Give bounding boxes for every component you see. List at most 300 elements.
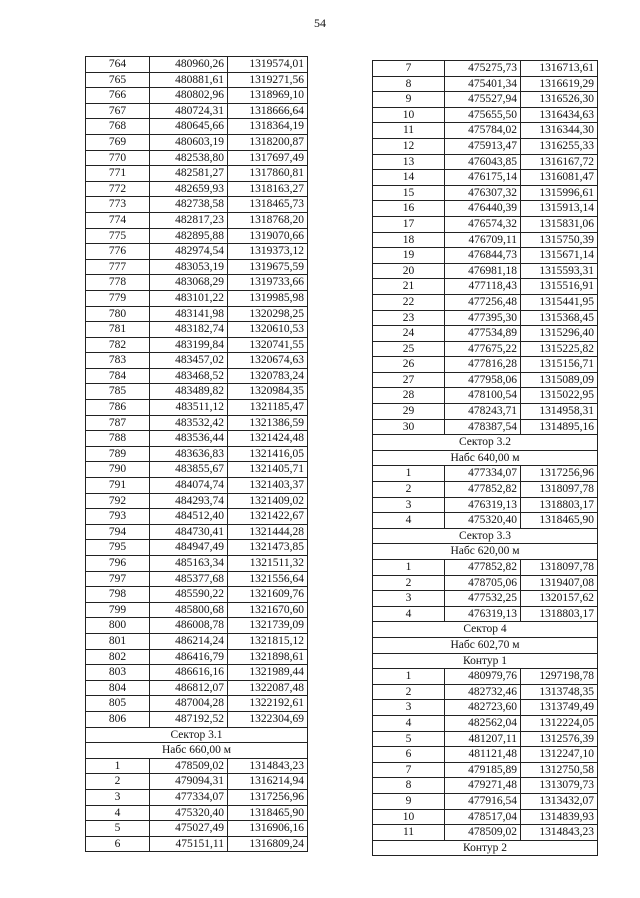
coordinate-x: 477534,89 bbox=[445, 326, 521, 342]
table-row bbox=[86, 166, 308, 182]
point-number: 782 bbox=[86, 337, 150, 353]
point-number: 799 bbox=[86, 602, 150, 618]
coordinate-y: 1316906,16 bbox=[228, 821, 308, 837]
point-number: 768 bbox=[86, 119, 150, 135]
coordinate-y: 1316081,47 bbox=[521, 170, 598, 186]
coordinate-y: 1318803,17 bbox=[521, 606, 598, 622]
point-number: 767 bbox=[86, 103, 150, 119]
table-row bbox=[373, 669, 598, 685]
table-row bbox=[86, 353, 308, 369]
coordinate-y: 1297198,78 bbox=[521, 669, 598, 685]
coordinate-y: 1319574,01 bbox=[228, 57, 308, 73]
coordinate-y: 1322087,48 bbox=[228, 680, 308, 696]
table-row bbox=[373, 263, 598, 279]
coordinate-x: 478509,02 bbox=[150, 758, 228, 774]
point-number: 1 bbox=[373, 669, 445, 685]
coordinate-x: 484512,40 bbox=[150, 509, 228, 525]
coordinate-y: 1318803,17 bbox=[521, 497, 598, 513]
coordinate-y: 1312576,39 bbox=[521, 731, 598, 747]
coordinate-y: 1318465,73 bbox=[228, 197, 308, 213]
coordinate-y: 1318465,90 bbox=[521, 513, 598, 529]
table-row bbox=[86, 758, 308, 774]
coordinate-x: 477256,48 bbox=[445, 294, 521, 310]
coordinate-y: 1317697,49 bbox=[228, 150, 308, 166]
coordinate-x: 483468,52 bbox=[150, 368, 228, 384]
coordinate-y: 1318969,10 bbox=[228, 88, 308, 104]
table-row bbox=[373, 123, 598, 139]
coordinate-x: 482895,88 bbox=[150, 228, 228, 244]
coordinate-y: 1321511,32 bbox=[228, 556, 308, 572]
point-number: 766 bbox=[86, 88, 150, 104]
coordinate-y: 1321403,37 bbox=[228, 478, 308, 494]
coordinates-table-left bbox=[85, 56, 308, 852]
point-number: 5 bbox=[373, 731, 445, 747]
point-number: 6 bbox=[373, 747, 445, 763]
coordinate-y: 1321670,60 bbox=[228, 602, 308, 618]
point-number: 789 bbox=[86, 446, 150, 462]
table-row bbox=[373, 747, 598, 763]
coordinate-x: 483141,98 bbox=[150, 306, 228, 322]
coordinate-x: 486416,79 bbox=[150, 649, 228, 665]
coordinate-y: 1318097,78 bbox=[521, 482, 598, 498]
table-row bbox=[86, 197, 308, 213]
coordinate-y: 1312224,05 bbox=[521, 715, 598, 731]
coordinate-x: 479185,89 bbox=[445, 762, 521, 778]
point-number: 2 bbox=[373, 684, 445, 700]
table-row bbox=[373, 404, 598, 420]
coordinate-y: 1316344,30 bbox=[521, 123, 598, 139]
point-number: 4 bbox=[86, 805, 150, 821]
point-number: 787 bbox=[86, 415, 150, 431]
point-number: 8 bbox=[373, 778, 445, 794]
coordinate-y: 1315671,14 bbox=[521, 248, 598, 264]
table-row bbox=[86, 805, 308, 821]
coordinate-x: 482562,04 bbox=[445, 715, 521, 731]
coordinate-x: 483053,19 bbox=[150, 259, 228, 275]
point-number: 795 bbox=[86, 540, 150, 556]
coordinate-y: 1315831,06 bbox=[521, 216, 598, 232]
coordinate-x: 486616,16 bbox=[150, 665, 228, 681]
table-row bbox=[373, 482, 598, 498]
coordinate-y: 1321556,64 bbox=[228, 571, 308, 587]
point-number: 772 bbox=[86, 181, 150, 197]
coordinate-x: 479271,48 bbox=[445, 778, 521, 794]
coordinate-y: 1318768,20 bbox=[228, 212, 308, 228]
table-row bbox=[373, 560, 598, 576]
table-row bbox=[86, 665, 308, 681]
coordinate-y: 1320674,63 bbox=[228, 353, 308, 369]
coordinate-x: 485590,22 bbox=[150, 587, 228, 603]
point-number: 796 bbox=[86, 556, 150, 572]
point-number: 24 bbox=[373, 326, 445, 342]
coordinate-x: 482738,58 bbox=[150, 197, 228, 213]
table-row bbox=[373, 388, 598, 404]
coordinate-x: 478100,54 bbox=[445, 388, 521, 404]
table-row bbox=[373, 294, 598, 310]
coordinate-x: 476307,32 bbox=[445, 185, 521, 201]
point-number: 16 bbox=[373, 201, 445, 217]
point-number: 4 bbox=[373, 513, 445, 529]
table-row bbox=[373, 466, 598, 482]
table-row bbox=[373, 778, 598, 794]
section-heading: Сектор 3.1 bbox=[86, 727, 308, 743]
coordinate-x: 477816,28 bbox=[445, 357, 521, 373]
coordinate-x: 475401,34 bbox=[445, 76, 521, 92]
coordinate-y: 1318097,78 bbox=[521, 560, 598, 576]
table-row bbox=[373, 138, 598, 154]
table-row bbox=[86, 306, 308, 322]
table-row bbox=[373, 793, 598, 809]
table-row bbox=[86, 337, 308, 353]
point-number: 792 bbox=[86, 493, 150, 509]
table-row bbox=[86, 181, 308, 197]
coordinate-x: 478387,54 bbox=[445, 419, 521, 435]
coordinate-y: 1319407,08 bbox=[521, 575, 598, 591]
point-number: 793 bbox=[86, 509, 150, 525]
point-number: 3 bbox=[86, 789, 150, 805]
coordinate-x: 483489,82 bbox=[150, 384, 228, 400]
point-number: 29 bbox=[373, 404, 445, 420]
coordinate-y: 1313748,35 bbox=[521, 684, 598, 700]
coordinate-y: 1313432,07 bbox=[521, 793, 598, 809]
coordinate-y: 1315593,31 bbox=[521, 263, 598, 279]
table-row bbox=[373, 76, 598, 92]
coordinate-x: 485800,68 bbox=[150, 602, 228, 618]
point-number: 779 bbox=[86, 290, 150, 306]
coordinate-y: 1319070,66 bbox=[228, 228, 308, 244]
point-number: 8 bbox=[373, 76, 445, 92]
point-number: 18 bbox=[373, 232, 445, 248]
table-row bbox=[86, 774, 308, 790]
coordinate-y: 1317256,96 bbox=[521, 466, 598, 482]
coordinate-y: 1314958,31 bbox=[521, 404, 598, 420]
point-number: 798 bbox=[86, 587, 150, 603]
coordinate-y: 1321473,85 bbox=[228, 540, 308, 556]
table-row bbox=[373, 372, 598, 388]
coordinate-x: 477958,06 bbox=[445, 372, 521, 388]
coordinate-x: 477395,30 bbox=[445, 310, 521, 326]
point-number: 26 bbox=[373, 357, 445, 373]
table-row bbox=[86, 322, 308, 338]
table-row bbox=[373, 762, 598, 778]
point-number: 797 bbox=[86, 571, 150, 587]
table-row bbox=[86, 493, 308, 509]
coordinate-x: 485377,68 bbox=[150, 571, 228, 587]
section-heading: Набс 620,00 м bbox=[373, 544, 598, 560]
coordinate-x: 483182,74 bbox=[150, 322, 228, 338]
coordinate-x: 482659,93 bbox=[150, 181, 228, 197]
coordinate-y: 1316167,72 bbox=[521, 154, 598, 170]
point-number: 13 bbox=[373, 154, 445, 170]
coordinate-y: 1316434,63 bbox=[521, 107, 598, 123]
table-row bbox=[86, 649, 308, 665]
point-number: 4 bbox=[373, 606, 445, 622]
coordinate-x: 482723,60 bbox=[445, 700, 521, 716]
table-row bbox=[86, 602, 308, 618]
coordinate-y: 1316526,30 bbox=[521, 92, 598, 108]
table-row bbox=[86, 88, 308, 104]
coordinate-x: 484074,74 bbox=[150, 478, 228, 494]
point-number: 25 bbox=[373, 341, 445, 357]
section-heading: Контур 1 bbox=[373, 653, 598, 669]
table-row bbox=[86, 618, 308, 634]
table-row bbox=[373, 341, 598, 357]
point-number: 780 bbox=[86, 306, 150, 322]
coordinate-x: 475320,40 bbox=[150, 805, 228, 821]
table-row bbox=[373, 715, 598, 731]
coordinate-x: 483457,02 bbox=[150, 353, 228, 369]
point-number: 20 bbox=[373, 263, 445, 279]
point-number: 786 bbox=[86, 400, 150, 416]
coordinate-x: 475151,11 bbox=[150, 836, 228, 852]
coordinate-x: 483636,83 bbox=[150, 446, 228, 462]
coordinate-y: 1318200,87 bbox=[228, 134, 308, 150]
point-number: 806 bbox=[86, 711, 150, 727]
coordinate-x: 477532,25 bbox=[445, 591, 521, 607]
table-row bbox=[373, 419, 598, 435]
coordinate-x: 486812,07 bbox=[150, 680, 228, 696]
table-row bbox=[373, 606, 598, 622]
coordinate-x: 478243,71 bbox=[445, 404, 521, 420]
point-number: 774 bbox=[86, 212, 150, 228]
table-row bbox=[86, 680, 308, 696]
coordinate-x: 475275,73 bbox=[445, 61, 521, 77]
coordinate-y: 1319373,12 bbox=[228, 244, 308, 260]
table-row bbox=[86, 384, 308, 400]
coordinate-y: 1318163,27 bbox=[228, 181, 308, 197]
coordinate-y: 1319985,98 bbox=[228, 290, 308, 306]
point-number: 794 bbox=[86, 524, 150, 540]
section-heading-row bbox=[373, 435, 598, 451]
coordinate-x: 477916,54 bbox=[445, 793, 521, 809]
table-row bbox=[373, 201, 598, 217]
table-row bbox=[373, 357, 598, 373]
section-heading: Набс 640,00 м bbox=[373, 450, 598, 466]
coordinate-y: 1317860,81 bbox=[228, 166, 308, 182]
point-number: 4 bbox=[373, 715, 445, 731]
table-row bbox=[86, 711, 308, 727]
table-row bbox=[86, 478, 308, 494]
coordinate-x: 480960,26 bbox=[150, 57, 228, 73]
table-row bbox=[373, 825, 598, 841]
section-heading-row bbox=[373, 544, 598, 560]
section-heading-row bbox=[373, 450, 598, 466]
coordinate-x: 478509,02 bbox=[445, 825, 521, 841]
coordinate-x: 486008,78 bbox=[150, 618, 228, 634]
coordinate-y: 1321609,76 bbox=[228, 587, 308, 603]
point-number: 805 bbox=[86, 696, 150, 712]
coordinate-y: 1320610,53 bbox=[228, 322, 308, 338]
table-row bbox=[373, 279, 598, 295]
section-heading: Сектор 3.2 bbox=[373, 435, 598, 451]
point-number: 801 bbox=[86, 633, 150, 649]
point-number: 9 bbox=[373, 92, 445, 108]
table-row bbox=[86, 415, 308, 431]
coordinate-y: 1316214,94 bbox=[228, 774, 308, 790]
point-number: 12 bbox=[373, 138, 445, 154]
table-row bbox=[373, 310, 598, 326]
coordinate-x: 477334,07 bbox=[445, 466, 521, 482]
point-number: 3 bbox=[373, 700, 445, 716]
table-row bbox=[86, 400, 308, 416]
point-number: 30 bbox=[373, 419, 445, 435]
coordinate-y: 1321405,71 bbox=[228, 462, 308, 478]
point-number: 3 bbox=[373, 497, 445, 513]
table-row bbox=[373, 513, 598, 529]
point-number: 21 bbox=[373, 279, 445, 295]
coordinate-x: 482581,27 bbox=[150, 166, 228, 182]
table-row bbox=[86, 368, 308, 384]
coordinate-x: 483511,12 bbox=[150, 400, 228, 416]
table-row bbox=[86, 462, 308, 478]
coordinate-x: 479094,31 bbox=[150, 774, 228, 790]
coordinate-y: 1319271,56 bbox=[228, 72, 308, 88]
coordinate-x: 483536,44 bbox=[150, 431, 228, 447]
point-number: 773 bbox=[86, 197, 150, 213]
coordinate-y: 1322192,61 bbox=[228, 696, 308, 712]
coordinate-x: 483101,22 bbox=[150, 290, 228, 306]
section-heading: Сектор 4 bbox=[373, 622, 598, 638]
table-row bbox=[373, 497, 598, 513]
coordinate-x: 477334,07 bbox=[150, 789, 228, 805]
point-number: 775 bbox=[86, 228, 150, 244]
point-number: 10 bbox=[373, 107, 445, 123]
point-number: 14 bbox=[373, 170, 445, 186]
coordinate-y: 1322304,69 bbox=[228, 711, 308, 727]
coordinate-y: 1321422,67 bbox=[228, 509, 308, 525]
table-row bbox=[86, 72, 308, 88]
page-number: 54 bbox=[314, 16, 326, 30]
point-number: 776 bbox=[86, 244, 150, 260]
coordinate-y: 1321815,12 bbox=[228, 633, 308, 649]
coordinate-y: 1315089,09 bbox=[521, 372, 598, 388]
coordinate-x: 476319,13 bbox=[445, 497, 521, 513]
table-row bbox=[86, 134, 308, 150]
coordinate-x: 476709,11 bbox=[445, 232, 521, 248]
coordinate-x: 475527,94 bbox=[445, 92, 521, 108]
coordinate-y: 1321444,28 bbox=[228, 524, 308, 540]
coordinate-y: 1321739,09 bbox=[228, 618, 308, 634]
coordinate-x: 475027,49 bbox=[150, 821, 228, 837]
table-row bbox=[373, 170, 598, 186]
point-number: 764 bbox=[86, 57, 150, 73]
coordinate-y: 1315225,82 bbox=[521, 341, 598, 357]
point-number: 2 bbox=[86, 774, 150, 790]
point-number: 3 bbox=[373, 591, 445, 607]
point-number: 6 bbox=[86, 836, 150, 852]
coordinate-x: 483532,42 bbox=[150, 415, 228, 431]
point-number: 790 bbox=[86, 462, 150, 478]
coordinate-x: 480645,66 bbox=[150, 119, 228, 135]
table-row bbox=[86, 509, 308, 525]
coordinate-x: 484293,74 bbox=[150, 493, 228, 509]
coordinate-x: 483855,67 bbox=[150, 462, 228, 478]
table-row bbox=[373, 809, 598, 825]
point-number: 9 bbox=[373, 793, 445, 809]
table-row bbox=[86, 836, 308, 852]
coordinate-y: 1316809,24 bbox=[228, 836, 308, 852]
table-row bbox=[86, 244, 308, 260]
coordinate-y: 1315441,95 bbox=[521, 294, 598, 310]
table-row bbox=[373, 326, 598, 342]
coordinate-y: 1312247,10 bbox=[521, 747, 598, 763]
table-row bbox=[86, 821, 308, 837]
coordinate-y: 1315996,61 bbox=[521, 185, 598, 201]
table-row bbox=[86, 57, 308, 73]
table-row bbox=[373, 61, 598, 77]
coordinate-x: 481121,48 bbox=[445, 747, 521, 763]
coordinate-x: 476574,32 bbox=[445, 216, 521, 232]
coordinate-y: 1316713,61 bbox=[521, 61, 598, 77]
section-heading: Сектор 3.3 bbox=[373, 528, 598, 544]
coordinates-table-right bbox=[372, 60, 598, 856]
coordinate-x: 477675,22 bbox=[445, 341, 521, 357]
point-number: 783 bbox=[86, 353, 150, 369]
point-number: 770 bbox=[86, 150, 150, 166]
coordinate-y: 1314843,23 bbox=[228, 758, 308, 774]
coordinate-y: 1312750,58 bbox=[521, 762, 598, 778]
section-heading-row bbox=[373, 637, 598, 653]
coordinate-y: 1318465,90 bbox=[228, 805, 308, 821]
coordinate-y: 1320298,25 bbox=[228, 306, 308, 322]
coordinate-x: 477852,82 bbox=[445, 560, 521, 576]
point-number: 777 bbox=[86, 259, 150, 275]
coordinate-y: 1318364,19 bbox=[228, 119, 308, 135]
coordinate-x: 475320,40 bbox=[445, 513, 521, 529]
table-row bbox=[86, 150, 308, 166]
coordinate-x: 478517,04 bbox=[445, 809, 521, 825]
coordinate-y: 1320783,24 bbox=[228, 368, 308, 384]
point-number: 2 bbox=[373, 575, 445, 591]
table-row bbox=[86, 587, 308, 603]
coordinate-x: 476319,13 bbox=[445, 606, 521, 622]
table-row bbox=[86, 540, 308, 556]
table-row bbox=[86, 696, 308, 712]
table-row bbox=[373, 575, 598, 591]
section-heading-row bbox=[373, 840, 598, 856]
point-number: 10 bbox=[373, 809, 445, 825]
coordinate-y: 1320741,55 bbox=[228, 337, 308, 353]
coordinate-y: 1321989,44 bbox=[228, 665, 308, 681]
coordinate-y: 1319733,66 bbox=[228, 275, 308, 291]
section-heading: Набс 660,00 м bbox=[86, 743, 308, 759]
table-row bbox=[86, 431, 308, 447]
coordinate-y: 1315516,91 bbox=[521, 279, 598, 295]
coordinate-y: 1317256,96 bbox=[228, 789, 308, 805]
coordinate-x: 482974,54 bbox=[150, 244, 228, 260]
coordinate-y: 1313079,73 bbox=[521, 778, 598, 794]
coordinate-x: 487004,28 bbox=[150, 696, 228, 712]
point-number: 7 bbox=[373, 762, 445, 778]
point-number: 784 bbox=[86, 368, 150, 384]
coordinate-y: 1321416,05 bbox=[228, 446, 308, 462]
coordinate-x: 480603,19 bbox=[150, 134, 228, 150]
coordinate-x: 476981,18 bbox=[445, 263, 521, 279]
coordinate-y: 1321424,48 bbox=[228, 431, 308, 447]
table-row bbox=[373, 232, 598, 248]
table-row bbox=[373, 107, 598, 123]
table-row bbox=[373, 591, 598, 607]
coordinate-x: 484730,41 bbox=[150, 524, 228, 540]
table-row bbox=[373, 216, 598, 232]
table-row bbox=[373, 185, 598, 201]
coordinate-x: 482538,80 bbox=[150, 150, 228, 166]
coordinate-x: 476175,14 bbox=[445, 170, 521, 186]
point-number: 785 bbox=[86, 384, 150, 400]
point-number: 22 bbox=[373, 294, 445, 310]
point-number: 19 bbox=[373, 248, 445, 264]
coordinate-x: 476440,39 bbox=[445, 201, 521, 217]
